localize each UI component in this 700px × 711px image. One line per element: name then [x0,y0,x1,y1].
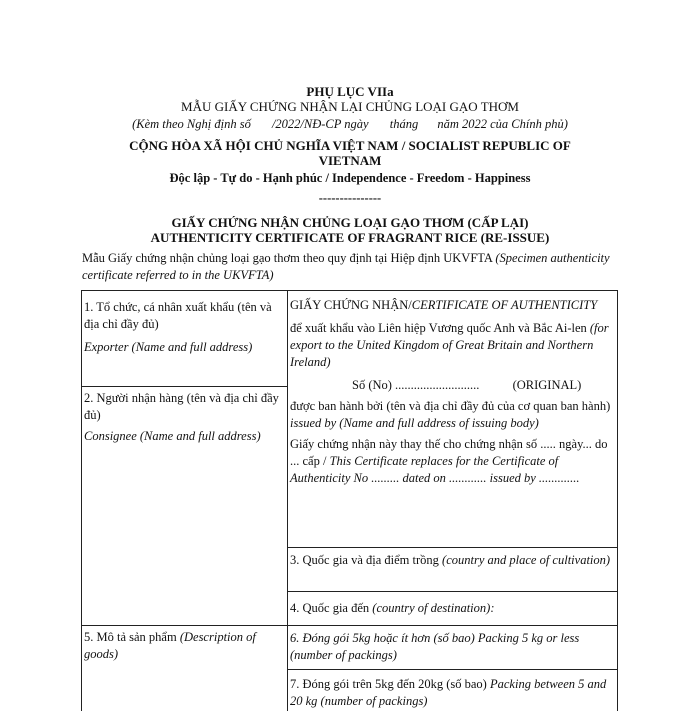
certificate-title-en: AUTHENTICITY CERTIFICATE OF FRAGRANT RICE (RE-ISSUE) [150,230,550,245]
country-destination-label-en: (country of destination): [372,601,495,615]
export-note-vn: để xuất khẩu vào Liên hiệp Vương quốc Anh và Bắc Ai-len [290,321,587,335]
decree-reference [0,116,700,132]
appendix-title: PHỤ LỤC VIIa [306,84,394,99]
replacement-note-vn: Giấy chứng nhận này thay thế cho chứng nhận số ..... ngày... do ... cấp / [290,437,608,468]
row-divider [287,547,617,548]
decree-suffix: năm 2022 của Chính phủ) [437,117,568,131]
consignee-cell [84,390,286,445]
state-name-line1: CỘNG HÒA XÃ HỘI CHỦ NGHĨA VIỆT NAM / SOCIALIST REPUBLIC OF [129,138,571,153]
country-cultivation-label: 3. Quốc gia và địa điểm trồng [290,553,439,567]
column-divider [287,291,288,711]
exporter-label-en: Exporter (Name and full address) [84,340,253,354]
row-divider [287,625,617,626]
decree-month: tháng [389,117,419,131]
issuing-body-line [290,398,612,432]
goods-label-en: (Description of goods) [84,630,256,661]
country-destination-label: 4. Quốc gia đến [290,601,370,615]
national-motto: Độc lập - Tự do - Hạnh phúc / Independence - Freedom - Happiness [169,171,531,185]
goods-label: 5. Mô tả sản phẩm [84,630,177,644]
intro-en: (Specimen authenticity certificate referred to in the UKVFTA) [82,251,610,282]
issuing-body-en: issued by (Name and full address of issuing body) [290,416,539,430]
export-note-en: (for export to the United Kingdom of Great Britain and Northern Ireland) [290,321,609,369]
certificate-heading-vn: GIẤY CHỨNG NHẬN/ [290,298,412,312]
consignee-label-en: Consignee (Name and full address) [84,429,261,443]
exporter-cell [84,299,286,356]
replacement-note-en: This Certificate replaces for the Certificate of Authenticity No ......... dated on ............ issued by ............. [290,454,580,485]
certificate-heading [290,297,612,314]
country-cultivation-label-en: (country and place of cultivation) [442,553,611,567]
motto-divider: --------------- [318,191,382,205]
packing-small-cell [290,630,612,664]
certificate-number-line [290,377,612,394]
country-destination-cell [290,600,612,617]
certificate-number: Số (No) ........................... [352,378,480,392]
packing-medium-label-en: Packing between 5 and 20 kg (number of packings) [290,677,607,708]
export-destination-note [290,320,612,371]
original-marker: (ORIGINAL) [512,378,582,392]
row-divider [287,669,617,670]
form-title: MẪU GIẤY CHỨNG NHẬN LẠI CHỦNG LOẠI GẠO THƠM [181,99,519,114]
intro-vn: Mẫu Giấy chứng nhận chủng loại gạo thơm theo quy định tại Hiệp định UKVFTA [82,251,493,265]
row-divider [287,591,617,592]
intro-text [82,250,622,284]
exporter-label: 1. Tổ chức, cá nhân xuất khẩu (tên và địa chỉ đầy đủ) [84,300,272,331]
consignee-label: 2. Người nhận hàng (tên và địa chỉ đầy đủ) [84,391,279,422]
replacement-note [290,436,612,487]
packing-small-label-en: Packing 5 kg or less (number of packings) [290,631,580,662]
issuing-body-vn: được ban hành bởi (tên và địa chỉ đầy đủ của cơ quan ban hành) [290,399,611,413]
decree-number: /2022/NĐ-CP ngày [271,117,369,131]
certificate-title-vn: GIẤY CHỨNG NHẬN CHỦNG LOẠI GẠO THƠM (CẤP LẠI) [171,215,529,230]
packing-medium-label: 7. Đóng gói trên 5kg đến 20kg (số bao) [290,677,487,691]
packing-small-label: 6. Đóng gói 5kg hoặc ít hơn (số bao) [290,631,475,645]
goods-description-cell [84,629,286,663]
certificate-form-table [81,290,618,711]
certificate-info-cell [290,297,612,491]
packing-medium-cell [290,676,612,710]
row-divider [82,625,287,626]
state-name-line2: VIETNAM [318,153,382,168]
decree-prefix: (Kèm theo Nghị định số [132,117,251,131]
country-cultivation-cell [290,552,612,569]
row-divider [82,386,287,387]
certificate-heading-en: CERTIFICATE OF AUTHENTICITY [411,298,598,312]
